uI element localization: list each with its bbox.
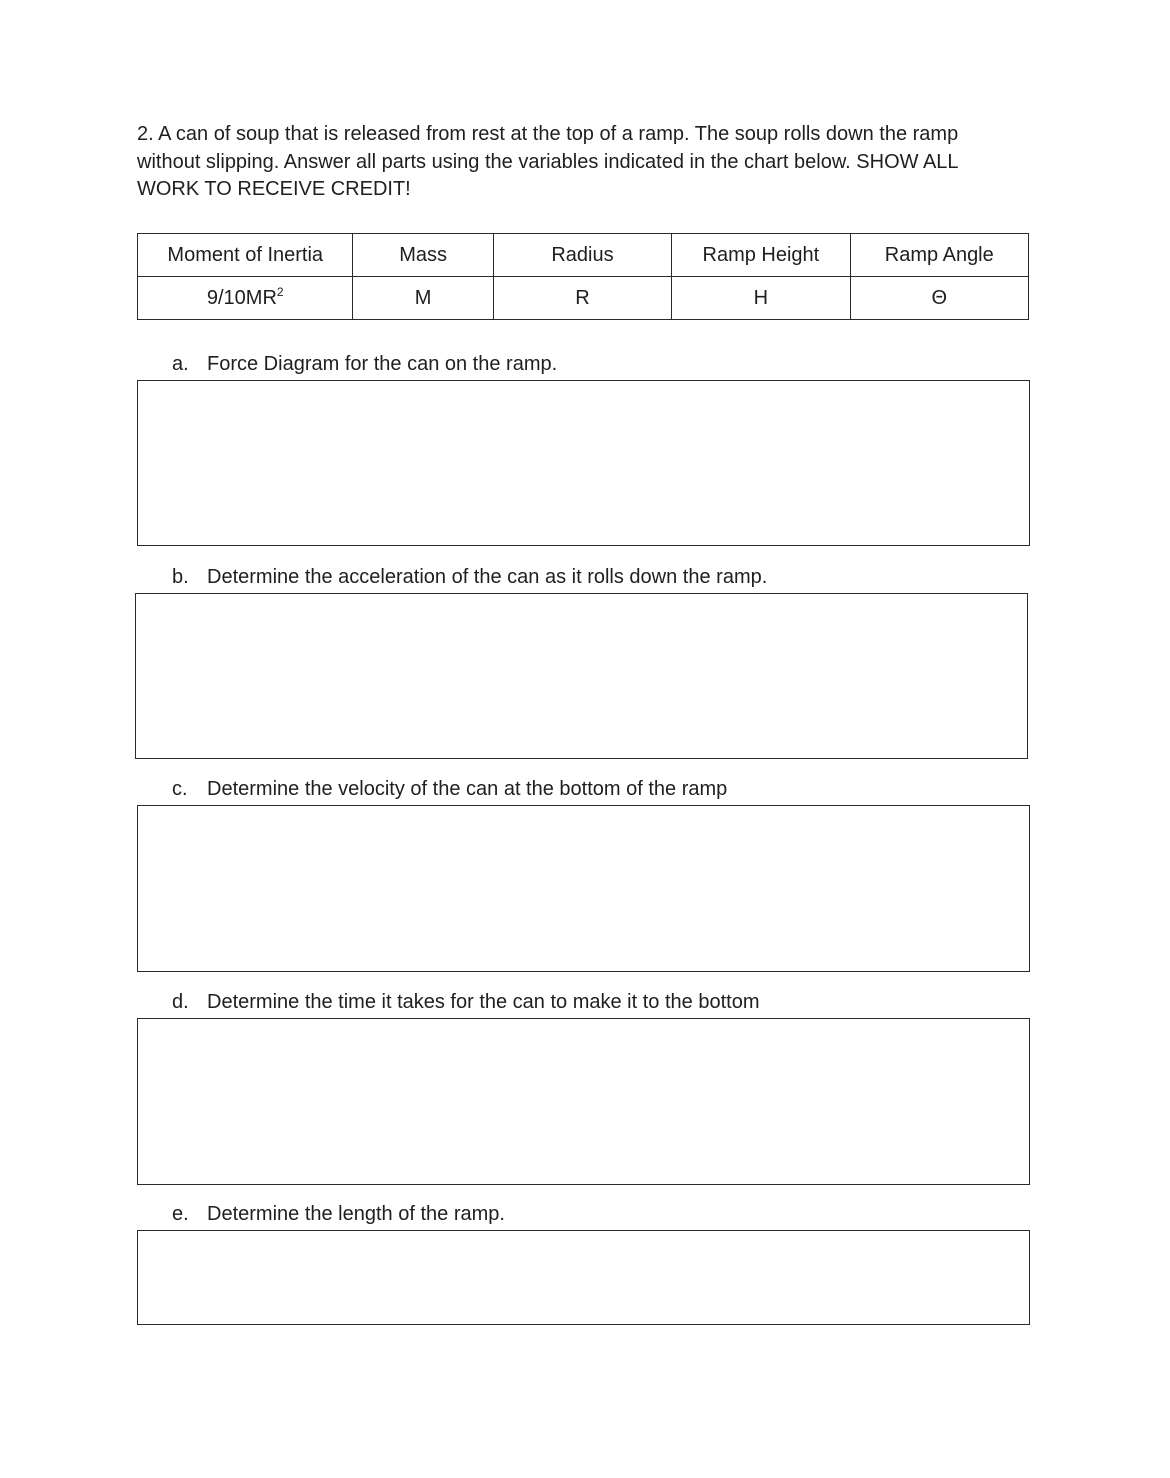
part-c-answer-box[interactable] (137, 805, 1030, 972)
question-intro: 2. A can of soup that is released from rest at the top of a ramp. The soup rolls down the ramp without slipping. Answer all parts using the variables indicated in the chart below. SHOW ALL WORK TO RECEIVE CREDIT! (137, 123, 959, 200)
part-c-text: Determine the velocity of the can at the bottom of the ramp (207, 778, 728, 800)
value-moment-of-inertia (138, 277, 353, 320)
part-b-answer-box[interactable] (135, 593, 1028, 759)
part-b-label (172, 565, 767, 589)
value-ramp-angle: Θ (850, 277, 1028, 320)
part-a-letter: a. (172, 353, 189, 375)
inertia-base: 9/10MR (206, 286, 277, 309)
table-header-row (138, 234, 1029, 277)
header-ramp-height: Ramp Height (672, 234, 850, 277)
header-radius: Radius (493, 234, 671, 277)
part-e-text: Determine the length of the ramp. (207, 1203, 505, 1225)
value-ramp-height: H (672, 277, 850, 320)
part-e-letter: e. (172, 1203, 189, 1225)
part-a-answer-box[interactable] (137, 380, 1030, 546)
inertia-exponent: 2 (276, 284, 284, 299)
part-a-text: Force Diagram for the can on the ramp. (207, 353, 558, 375)
table-value-row (138, 277, 1029, 320)
part-e-label (172, 1202, 505, 1226)
part-c-letter: c. (172, 778, 188, 800)
part-b-letter: b. (172, 566, 189, 588)
part-a-label (172, 352, 557, 376)
part-d-letter: d. (172, 991, 189, 1013)
part-e-answer-box[interactable] (137, 1230, 1030, 1325)
header-ramp-angle: Ramp Angle (850, 234, 1028, 277)
header-mass: Mass (353, 234, 493, 277)
header-moment-of-inertia: Moment of Inertia (138, 234, 353, 277)
part-b-text: Determine the acceleration of the can as it rolls down the ramp. (207, 566, 768, 588)
part-c-label (172, 777, 727, 801)
value-mass: M (353, 277, 493, 320)
part-d-answer-box[interactable] (137, 1018, 1030, 1185)
value-radius: R (493, 277, 671, 320)
variables-table (137, 233, 1029, 320)
part-d-text: Determine the time it takes for the can to make it to the bottom (207, 991, 760, 1013)
part-d-label (172, 990, 759, 1014)
